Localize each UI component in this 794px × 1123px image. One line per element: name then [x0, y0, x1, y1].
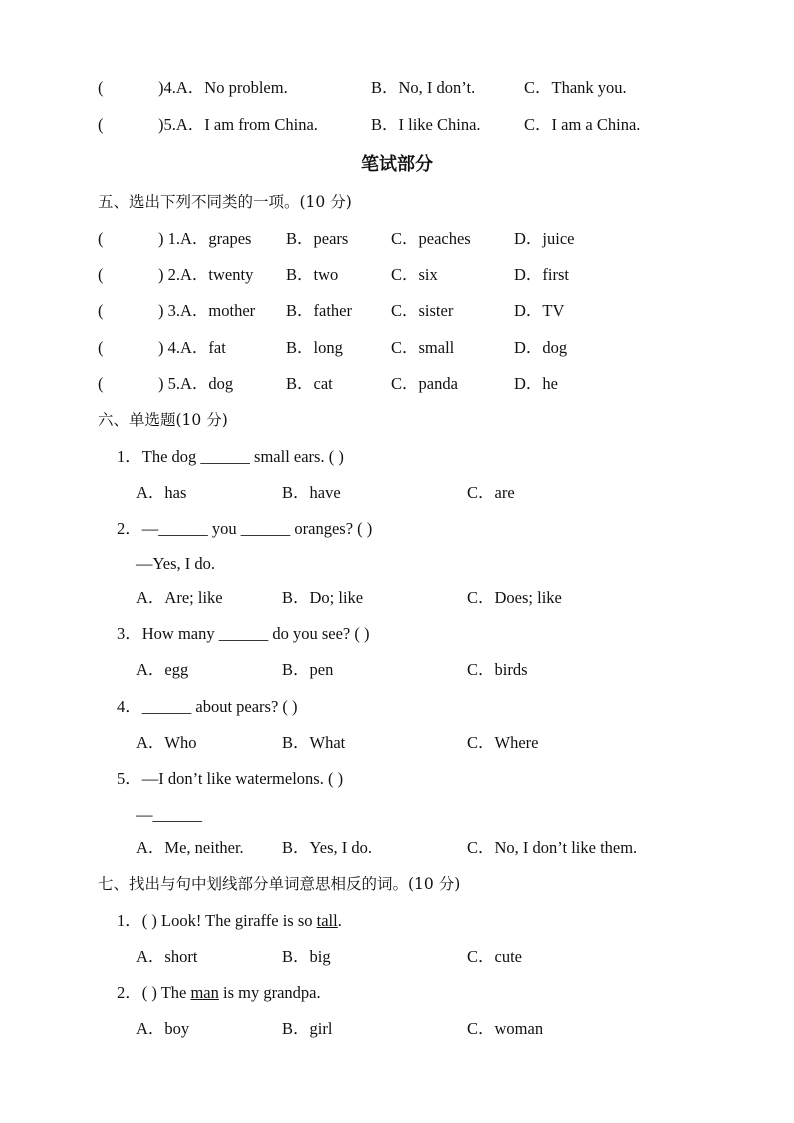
option-a: ) 1.A．grapes [158, 229, 252, 248]
question-text: 4．______ about pears? ( ) [117, 697, 298, 716]
option-a: ) 5.A．dog [158, 374, 234, 393]
option-d: D．TV [514, 301, 565, 320]
option-d: D．first [514, 265, 569, 284]
option-b: B．long [286, 338, 343, 357]
option-c: C．panda [391, 374, 458, 393]
option-b: B．cat [286, 374, 333, 393]
option-d: D．juice [514, 229, 575, 248]
option-c: C．small [391, 338, 455, 357]
option-a: )4.A．No problem. [158, 78, 288, 97]
option-c: C．peaches [391, 229, 471, 248]
option-a: )5.A．I am from China. [158, 115, 318, 134]
option-b: B．girl [282, 1019, 333, 1038]
option-c: C．cute [467, 947, 522, 966]
option-b: B．father [286, 301, 352, 320]
option-a: A．has [136, 483, 187, 502]
reply-text: —______ [136, 805, 202, 824]
option-a: A．boy [136, 1019, 190, 1038]
underlined-word: tall [316, 911, 338, 930]
option-c: C．No, I don’t like them. [467, 838, 638, 857]
option-b: B．have [282, 483, 341, 502]
option-c: C．sister [391, 301, 454, 320]
question-text: 5．—I don’t like watermelons. ( ) [117, 769, 344, 788]
question-text: 1．The dog ______ small ears. ( ) [117, 447, 344, 466]
option-b: B．two [286, 265, 339, 284]
option-b: B．I like China. [371, 115, 481, 134]
option-a: A．short [136, 947, 198, 966]
option-c: C．are [467, 483, 515, 502]
option-c: C．six [391, 265, 438, 284]
question-text: 2．( ) The man is my grandpa. [117, 983, 321, 1002]
option-a: A．Who [136, 733, 197, 752]
section-heading: 七、找出与句中划线部分单词意思相反的词。(10 分) [98, 875, 461, 893]
option-a: ) 3.A．mother [158, 301, 256, 320]
section-title: 笔试部分 [361, 154, 433, 175]
option-a: A．Me, neither. [136, 838, 244, 857]
underlined-word: man [190, 983, 219, 1002]
option-c: C．Where [467, 733, 539, 752]
option-c: C．Thank you. [524, 78, 627, 97]
option-c: C．birds [467, 660, 528, 679]
question-text: 2．—______ you ______ oranges? ( ) [117, 519, 373, 538]
answer-paren: ( [98, 338, 104, 357]
answer-paren: ( [98, 229, 104, 248]
question-text: 1．( ) Look! The giraffe is so tall. [117, 911, 342, 930]
option-d: D．dog [514, 338, 568, 357]
option-c: C．I am a China. [524, 115, 641, 134]
question-text: 3．How many ______ do you see? ( ) [117, 624, 370, 643]
option-a: ) 2.A．twenty [158, 265, 254, 284]
section-heading: 五、选出下列不同类的一项。(10 分) [98, 193, 352, 211]
option-c: C．Does; like [467, 588, 562, 607]
option-b: B．Yes, I do. [282, 838, 373, 857]
reply-text: —Yes, I do. [136, 554, 216, 573]
option-b: B．Do; like [282, 588, 364, 607]
option-d: D．he [514, 374, 558, 393]
option-b: B．pears [286, 229, 349, 248]
section-heading: 六、单选题(10 分) [98, 411, 228, 429]
option-b: B．big [282, 947, 331, 966]
answer-paren: ( [98, 115, 104, 134]
answer-paren: ( [98, 374, 104, 393]
answer-paren: ( [98, 78, 104, 97]
option-a: A．Are; like [136, 588, 223, 607]
option-a: A．egg [136, 660, 189, 679]
option-b: B．No, I don’t. [371, 78, 476, 97]
answer-paren: ( [98, 301, 104, 320]
option-c: C．woman [467, 1019, 544, 1038]
answer-paren: ( [98, 265, 104, 284]
option-b: B．pen [282, 660, 334, 679]
option-b: B．What [282, 733, 346, 752]
option-a: ) 4.A．fat [158, 338, 226, 357]
